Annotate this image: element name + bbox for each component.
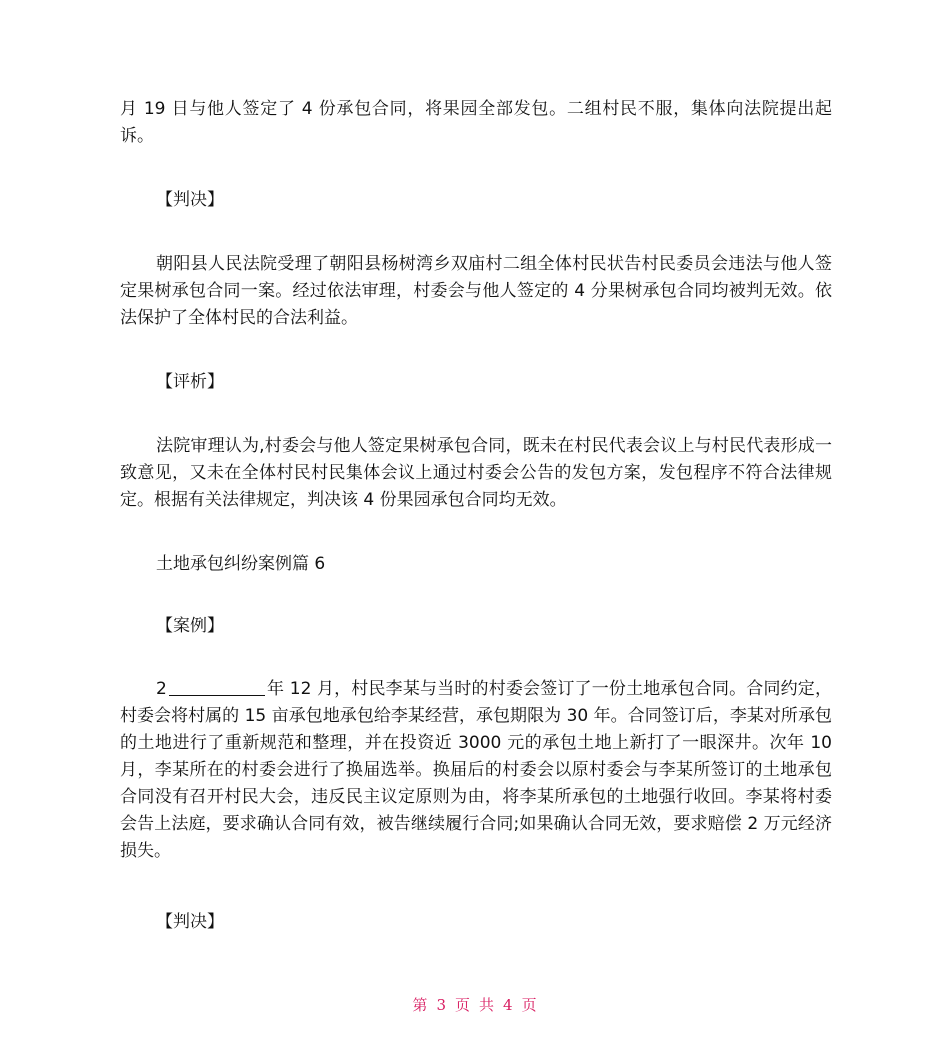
- page-footer: [0, 994, 950, 1015]
- section-title-case-6: 土地承包纠纷案例篇 6: [156, 554, 326, 574]
- case-text: 年 12 月，村民李某与当时的村委会签订了一份土地承包合同。合同约定，村委会将村属的 15 亩承包地承包给李某经营，承包期限为 30 年。合同签订后，李某对所承包的土地进行了重新规范和整理，并在投资近 3000 元的承包土地上新打了一眼深井。次年 10 月，李某所在的村委会进行了换届选举。换届后的村委会以原村委会与李某所签订的土地承包合同没有召开村民大会，违反民主议定原则为由，将李某所承包的土地强行收回。李某将村委会告上法庭，要求确认合同有效，被告继续履行合同;如果确认合同无效，要求赔偿 2 万元经济损失。: [120, 679, 832, 861]
- heading-analysis: 【评析】: [156, 372, 224, 392]
- heading-judgment-2: 【判决】: [156, 912, 224, 932]
- paragraph-judgment: 朝阳县人民法院受理了朝阳县杨树湾乡双庙村二组全体村民状告村民委员会违法与他人签定果树承包合同一案。经过依法审理，村委会与他人签定的 4 分果树承包合同均被判无效。依法保护了全体村民的合法利益。: [120, 254, 832, 328]
- blank-underline: [169, 678, 265, 696]
- page-unit: 页: [454, 996, 471, 1014]
- heading-case: 【案例】: [156, 616, 224, 636]
- page-total: 4: [503, 996, 514, 1014]
- heading-judgment: 【判决】: [156, 190, 224, 210]
- total-label: 共: [479, 996, 496, 1014]
- total-unit: 页: [521, 996, 538, 1014]
- year-prefix: 2: [156, 679, 167, 699]
- paragraph-analysis: 法院审理认为,村委会与他人签定果树承包合同，既未在村民代表会议上与村民代表形成一致意见，又未在全体村民村民集体会议上通过村委会公告的发包方案，发包程序不符合法律规定。根据有关法律规定，判决该 4 份果园承包合同均无效。: [120, 436, 832, 510]
- paragraph-case: [120, 676, 832, 865]
- paragraph-lawsuit-filed: 月 19 日与他人签定了 4 份承包合同，将果园全部发包。二组村民不服，集体向法院提出起诉。: [120, 99, 832, 146]
- page-current: 3: [436, 996, 447, 1014]
- page-label: 第: [412, 996, 429, 1014]
